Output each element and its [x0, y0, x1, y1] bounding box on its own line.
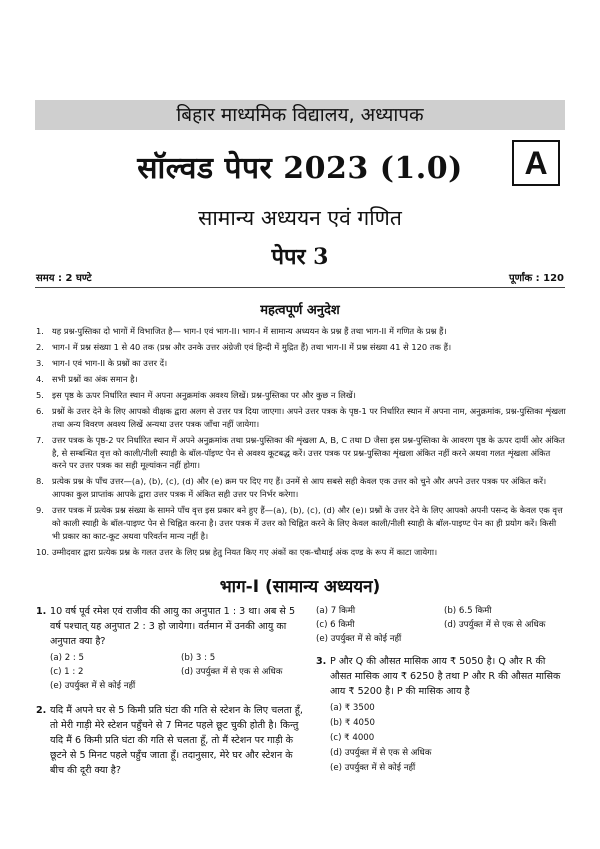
instruction-item: 7. उत्तर पत्रक के पृष्ठ-2 पर निर्धारित स्थान में अपने अनुक्रमांक तथा प्रश्न-पुस्तिका की शृंखला A, B, C तथा D जैसा इस प्रश्न-पुस्तिका के आवरण पृष्ठ के ऊपर दायीं ओर अंकित है, से सम्बन्धित वृत्त को काली/नीली स्याही के बॉल-पॉइण्ट पेन से अवश्य कूटबद्ध करें। उत्तर पत्रक पर प्रश्न-पुस्तिका शृंखला अंकित नहीं करने अथवा गलत शृंखला अंकित करने पर उत्तर पत्रक का सही मूल्यांकन नहीं होगा।: [36, 434, 565, 471]
question-1: 1. 10 वर्ष पूर्व रमेश एवं राजीव की आयु का अनुपात 1 : 3 था। अब से 5 वर्ष पश्चात् यह अनुपात 2 : 3 हो जायेगा। वर्तमान में उनकी आयु का अनुपात क्या है? (a) 2 : 5 (b) 3 : 5 (c) 1 : 2 (d) उपर्युक्त में से एक से अधिक (e) उपर्युक्त में से कोई नहीं: [36, 604, 306, 693]
answer-options-q2: [316, 604, 566, 646]
question-2: 2. यदि मैं अपने घर से 5 किमी प्रति घंटा की गति से स्टेशन के लिए चलता हूँ, तो मेरी गाड़ी मेरे स्टेशन पहुँचने से 7 मिनट पहले छूट चुकी होती है। किन्तु यदि मैं 6 किमी प्रति घंटा की गति से चलता हूँ, तो मैं स्टेशन पर गाड़ी के छूटने से 5 मिनट पहले पहुँच जाता हूँ। तदानुसार, मेरे घर और स्टेशन के बीच की दूरी क्या है?: [36, 703, 306, 778]
option-b: (b) 6.5 किमी: [444, 606, 492, 616]
questions-right-column: [316, 604, 566, 778]
option-a: (a) ₹ 3500: [330, 703, 375, 713]
time-info: समय : 2 घण्टे: [36, 273, 92, 284]
instruction-item: 8. प्रत्येक प्रश्न के पाँच उत्तर—(a), (b), (c), (d) और (e) क्रम पर दिए गए हैं। उनमें से आप सबसे सही केवल एक उत्तर को चुने और अपने उत्तर पत्रक पर अंकित करें। आपका कुल प्राप्तांक आपके द्वारा उत्तर पत्रक में अंकित सही उत्तर पर निर्भर करेगा।: [36, 476, 547, 500]
instruction-item: 10. उम्मीदवार द्वारा प्रत्येक प्रश्न के गलत उत्तर के लिए प्रश्न हेतु नियत किए गए अंकों का एक-चौथाई अंक दण्ड के रूप में काटा जायेगा।: [36, 546, 438, 557]
option-d: (d) उपर्युक्त में से एक से अधिक: [181, 667, 283, 677]
option-d: (d) उपर्युक्त में से एक से अधिक: [330, 748, 432, 758]
marks-info: पूर्णांक : 120: [508, 273, 564, 284]
option-e: (e) उपर्युक्त में से कोई नहीं: [330, 763, 416, 773]
answer-options: [330, 701, 566, 776]
subject-title: सामान्य अध्ययन एवं गणित: [198, 206, 402, 230]
question-text: यदि मैं अपने घर से 5 किमी प्रति घंटा की गति से स्टेशन के लिए चलता हूँ, तो मेरी गाड़ी मेरे स्टेशन पहुँचने से 7 मिनट पहले छूट चुकी होती है। किन्तु यदि मैं 6 किमी प्रति घंटा की गति से चलता हूँ, तो मैं स्टेशन पर गाड़ी के छूटने से 5 मिनट पहले पहुँच जाता हूँ। तदानुसार, मेरे घर और स्टेशन के बीच की दूरी क्या है?: [50, 705, 303, 776]
option-a: (a) 7 किमी: [316, 606, 356, 616]
option-b: (b) 3 : 5: [181, 653, 216, 663]
section-heading: भाग-I (सामान्य अध्ययन): [219, 577, 381, 597]
question-3: 3. P और Q की औसत मासिक आय ₹ 5050 है। Q और R की औसत मासिक आय ₹ 6250 है तथा P और R की औसत मासिक आय ₹ 5200 है। P की मासिक आय है (a) ₹ 3500 (b) ₹ 4050 (c) ₹ 4000 (d) उपर्युक्त में से एक से अधिक (e) उपर्युक्त में से कोई नहीं: [316, 654, 566, 776]
option-d: (d) उपर्युक्त में से एक से अधिक: [444, 620, 546, 630]
set-badge: A: [512, 140, 560, 186]
answer-options: [50, 651, 306, 693]
instruction-item: 4. सभी प्रश्नों का अंक समान है।: [36, 373, 138, 384]
instruction-item: 1. यह प्रश्न-पुस्तिका दो भागों में विभाजित है— भाग-I एवं भाग-II। भाग-I में सामान्य अध्ययन के प्रश्न हैं तथा भाग-II में गणित के प्रश्न हैं।: [36, 326, 447, 336]
instruction-item: 6. प्रश्नों के उत्तर देने के लिए आपको वीक्षक द्वारा अलग से उत्तर पत्र दिया जाएगा। अपने उत्तर पत्रक के पृष्ठ-1 पर निर्धारित स्थान में अपना नाम, अनुक्रमांक, प्रश्न-पुस्तिका शृंखला तथा अन्य विवरण अवश्य लिखें अन्यथा उत्तर पत्रक जाँचा नहीं जायेगा।: [36, 405, 566, 429]
question-text: 10 वर्ष पूर्व रमेश एवं राजीव की आयु का अनुपात 1 : 3 था। अब से 5 वर्ष पश्चात् यह अनुपात 2 : 3 हो जायेगा। वर्तमान में उनकी आयु का अनुपात क्या है?: [50, 606, 296, 647]
exam-banner: बिहार माध्यमिक विद्यालय, अध्यापक: [35, 100, 565, 130]
questions-left-column: [36, 604, 306, 780]
option-e: (e) उपर्युक्त में से कोई नहीं: [316, 634, 402, 644]
instructions-list: [36, 325, 566, 562]
option-a: (a) 2 : 5: [50, 653, 84, 663]
instruction-item: 3. भाग-I एवं भाग-II के प्रश्नों का उत्तर दें।: [36, 357, 168, 368]
instruction-item: 2. भाग-I में प्रश्न संख्या 1 से 40 तक (प्रश्न और उनके उत्तर अंग्रेजी एवं हिन्दी में मुद्रित हैं) तथा भाग-II में प्रश्न संख्या 41 से 120 तक हैं।: [36, 341, 452, 352]
instruction-item: 5. इस पृष्ठ के ऊपर निर्धारित स्थान में अपना अनुक्रमांक अवश्य लिखें। प्रश्न-पुस्तिका पर और कुछ न लिखें।: [36, 389, 356, 400]
instruction-item: 9. उत्तर पत्रक में प्रत्येक प्रश्न संख्या के सामने पाँच वृत्त इस प्रकार बने हुए हैं—(a), (b), (c), (d) और (e)। प्रश्नों के उत्तर देने के लिए आपको अपनी पसन्द के केवल एक वृत्त को काली स्याही के बॉल-पाइण्ट पेन से चिह्नित करना है। उत्तर पत्रक में उत्तर को चिह्नित करने के लिए केवल काली/नीली स्याही के बॉल-पाइण्ट पेन का ही प्रयोग करें। किसी भी प्रकार का काट-कूट अथवा परिवर्तन मान्य नहीं है।: [36, 505, 563, 541]
instructions-heading: महत्वपूर्ण अनुदेश: [260, 303, 340, 318]
option-e: (e) उपर्युक्त में से कोई नहीं: [50, 681, 136, 691]
option-c: (c) ₹ 4000: [330, 733, 375, 743]
divider: [35, 287, 565, 288]
option-c: (c) 6 किमी: [316, 620, 355, 630]
paper-title: सॉल्वड पेपर 2023 (1.0): [137, 151, 463, 186]
question-text: P और Q की औसत मासिक आय ₹ 5050 है। Q और R की औसत मासिक आय ₹ 6250 है तथा P और R की औसत मासिक आय ₹ 5200 है। P की मासिक आय है: [330, 656, 561, 697]
option-c: (c) 1 : 2: [50, 667, 84, 677]
option-b: (b) ₹ 4050: [330, 718, 375, 728]
paper-number: पेपर 3: [271, 244, 329, 270]
